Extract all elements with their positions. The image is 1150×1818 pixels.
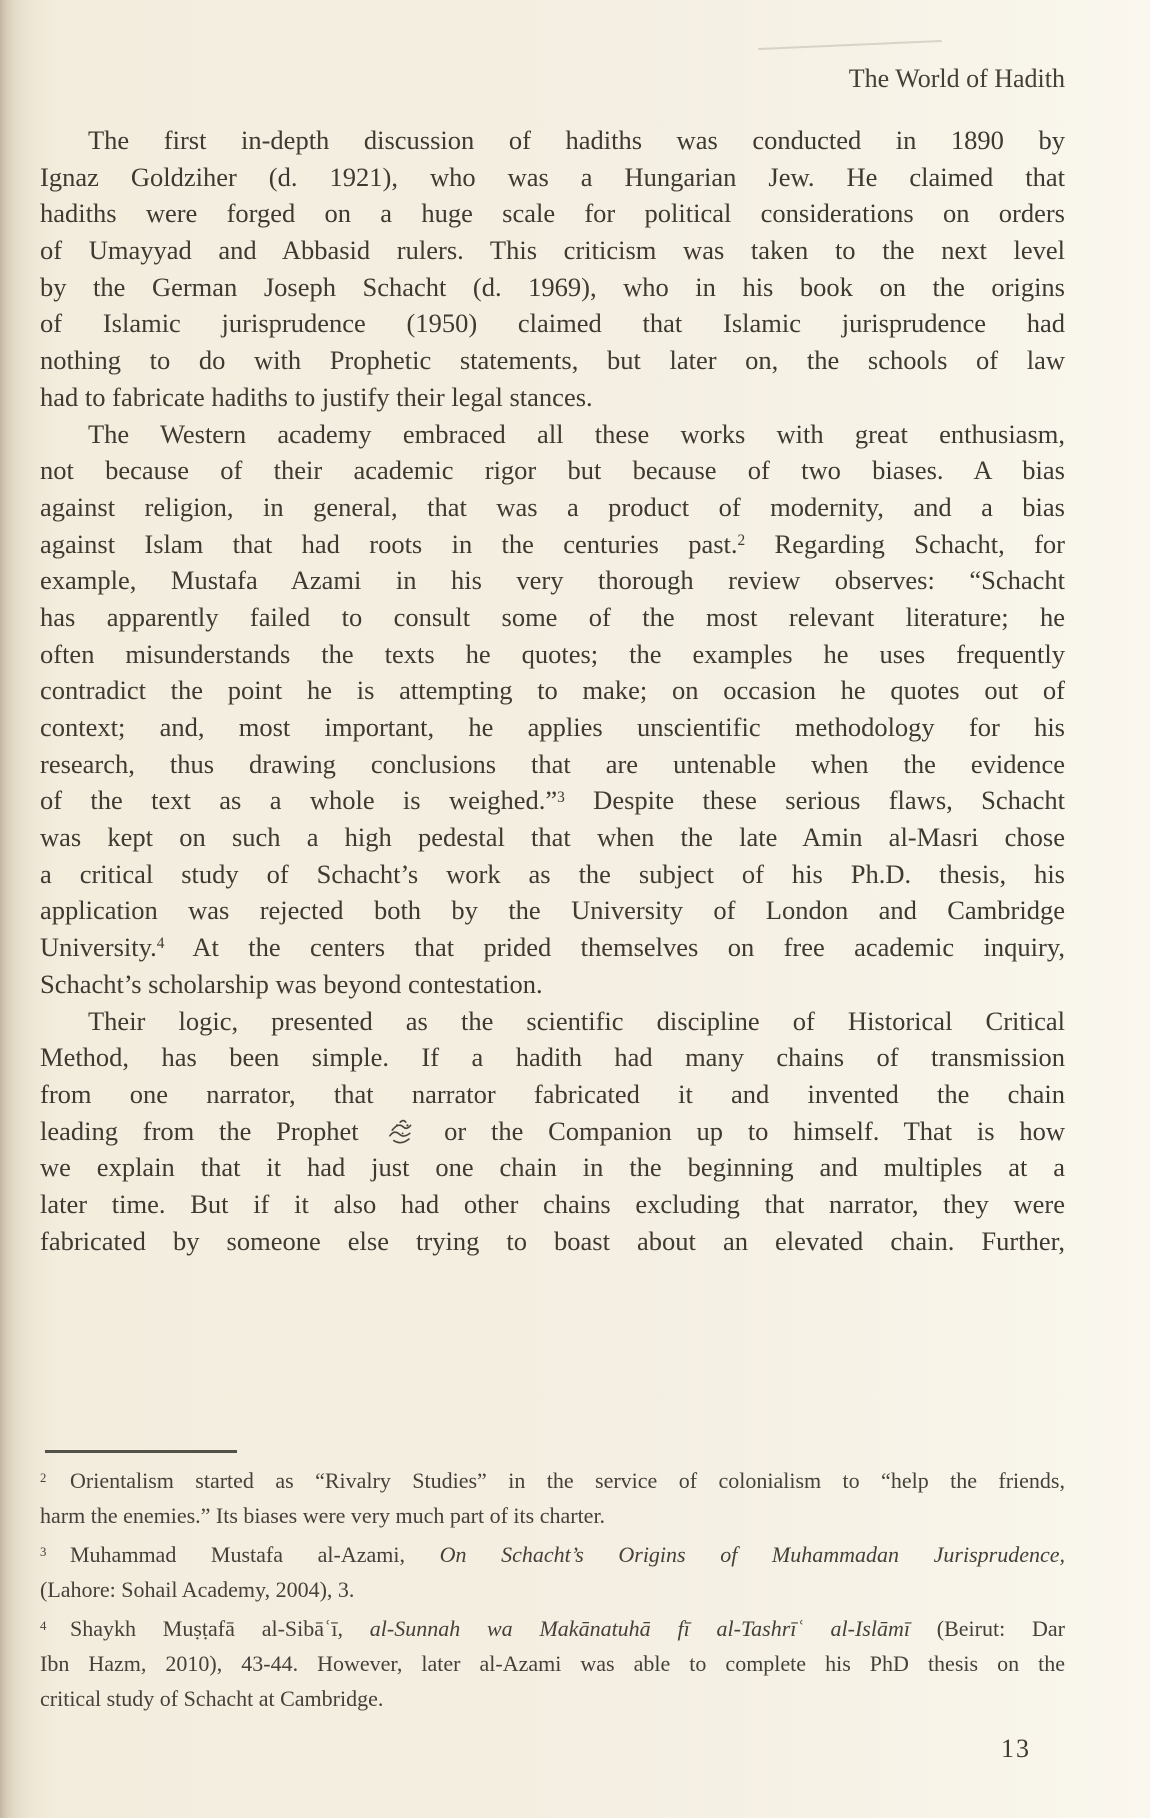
text-line <box>40 856 1065 893</box>
text-line <box>40 1573 1065 1608</box>
text-line <box>40 489 1065 526</box>
text-segment: Regarding Schacht, for <box>745 528 1065 559</box>
text-line: 2 Orientalism started as “Rivalry Studies” in the service of colonialism to “help the friends, <box>40 1468 1065 1493</box>
text-line <box>40 342 1065 379</box>
footnote-ref: 4 <box>156 935 165 953</box>
text-line <box>40 379 1065 416</box>
text-segment: from one narrator, that narrator fabricated it and invented the chain <box>40 1078 1065 1109</box>
text-segment: a critical study of Schacht’s work as the subject of his Ph.D. thesis, his <box>40 858 1065 889</box>
text-segment: by the German Joseph Schacht (d. 1969), who in his book on the origins <box>40 271 1065 302</box>
text-segment: Schacht’s scholarship was beyond contestation. <box>40 968 543 999</box>
text-segment: fabricated by someone else trying to boast about an elevated chain. Further, <box>40 1225 1065 1256</box>
footnote-ref: 2 <box>737 531 746 549</box>
text-segment: or the Companion up to himself. That is how <box>419 1115 1065 1146</box>
text-segment: against Islam that had roots in the centuries past. <box>40 528 738 559</box>
paragraph <box>40 1003 1065 1260</box>
text-segment: of the text as a whole is weighed.” <box>40 785 558 816</box>
text-line <box>40 269 1065 306</box>
text-line <box>40 1499 1065 1534</box>
text-segment: application was rejected both by the University of London and Cambridge <box>40 895 1065 926</box>
text-line <box>40 122 1065 159</box>
text-segment: context; and, most important, he applies unscientific methodology for his <box>40 712 1065 742</box>
text-line <box>40 599 1065 636</box>
text-segment: Despite these serious flaws, Schacht <box>564 785 1065 816</box>
text-segment: critical study of Schacht at Cambridge. <box>40 1685 384 1711</box>
text-line <box>40 159 1065 196</box>
italic-text: On Schacht’s Origins of Muhammadan Jurisprudence, <box>439 1542 1065 1568</box>
footnote <box>40 1612 1065 1716</box>
text-segment: of Islamic jurisprudence (1950) claimed that Islamic jurisprudence had <box>40 308 1065 339</box>
text-segment: had to fabricate hadiths to justify their legal stances. <box>40 381 593 412</box>
text-line <box>40 966 1065 1003</box>
text-line <box>40 1186 1065 1223</box>
text-segment: was kept on such a high pedestal that when the late Amin al-Masri chose <box>40 822 1065 853</box>
prophet-pbuh-symbol <box>383 1115 419 1150</box>
text-segment: nothing to do with Prophetic statements, but later on, the schools of law <box>40 345 1065 376</box>
text-line <box>40 1149 1065 1186</box>
text-line <box>40 1647 1065 1682</box>
text-line: 4 Shaykh Muṣṭafā al-Sibāʿī, al-Sunnah wa Makānatuhā fī al-Tashrīʿ al-Islāmī (Beirut: Dar <box>40 1616 1065 1642</box>
text-segment: Ibn Hazm, 2010), 43-44. However, later al-Azami was able to complete his PhD thesis on the <box>40 1650 1065 1676</box>
text-line <box>40 305 1065 342</box>
footnote <box>40 1464 1065 1533</box>
footnote-separator-rule <box>45 1450 237 1453</box>
text-segment: often misunderstands the texts he quotes; the examples he uses frequently <box>40 638 1065 669</box>
text-segment: Ignaz Goldziher (d. 1921), who was a Hungarian Jew. He claimed that <box>40 161 1065 192</box>
text-line <box>40 746 1065 783</box>
text-line <box>40 416 1065 453</box>
text-segment: not because of their academic rigor but because of two biases. A bias <box>40 455 1065 486</box>
text-segment: has apparently failed to consult some of the most relevant literature; he <box>40 601 1065 632</box>
text-line <box>40 892 1065 929</box>
text-segment: example, Mustafa Azami in his very thorough review observes: “Schacht <box>40 565 1065 596</box>
text-segment: contradict the point he is attempting to make; on occasion he quotes out of <box>40 675 1065 706</box>
text-segment: Orientalism started as “Rivalry Studies” in the service of colonialism to “help the friends, <box>70 1468 1065 1493</box>
footnote-ref: 3 <box>557 788 565 806</box>
text-segment: research, thus drawing conclusions that are untenable when the evidence <box>40 748 1065 779</box>
text-line <box>40 1682 1065 1717</box>
text-segment: (Lahore: Sohail Academy, 2004), 3. <box>40 1576 355 1602</box>
paragraph <box>40 122 1065 416</box>
page-number: 13 <box>1001 1734 1031 1763</box>
text-segment: Method, has been simple. If a hadith had many chains of transmission <box>40 1042 1065 1073</box>
paragraph <box>40 416 1065 1003</box>
footnotes <box>40 1464 1065 1721</box>
text-segment: hadiths were forged on a huge scale for political considerations on orders <box>40 198 1065 229</box>
italic-text: al-Sunnah wa Makānatuhā fī al-Tashrīʿ al-Islāmī <box>369 1616 910 1642</box>
text-segment: (Beirut: Dar <box>909 1616 1065 1642</box>
scan-artifact-line <box>758 40 942 50</box>
running-header: The World of Hadith <box>848 64 1065 93</box>
text-line <box>40 452 1065 489</box>
text-segment: The Western academy embraced all these works with great enthusiasm, <box>88 418 1065 449</box>
text-segment: Shaykh Muṣṭafā al-Sibāʿī, <box>70 1616 370 1642</box>
body-text <box>40 122 1065 1259</box>
text-segment: leading from the Prophet <box>40 1115 384 1146</box>
text-segment: At the centers that prided themselves on free academic inquiry, <box>164 932 1065 963</box>
text-line <box>40 929 1065 966</box>
text-segment: later time. But if it also had other chains excluding that narrator, they were <box>40 1188 1065 1219</box>
text-line <box>40 709 1065 746</box>
text-line <box>40 1039 1065 1076</box>
text-segment: Their logic, presented as the scientific discipline of Historical Critical <box>88 1005 1065 1036</box>
text-line <box>40 1223 1065 1260</box>
text-segment: University. <box>40 932 157 963</box>
text-line <box>40 526 1065 563</box>
text-line: 3 Muhammad Mustafa al-Azami, On Schacht’s Origins of Muhammadan Jurisprudence, <box>40 1542 1065 1568</box>
text-line <box>40 819 1065 856</box>
text-line <box>40 636 1065 673</box>
text-segment: against religion, in general, that was a product of modernity, and a bias <box>40 491 1065 522</box>
text-segment: we explain that it had just one chain in the beginning and multiples at a <box>40 1152 1065 1183</box>
text-line <box>40 1113 1065 1150</box>
text-line <box>40 1076 1065 1113</box>
text-line <box>40 1003 1065 1040</box>
text-line <box>40 562 1065 599</box>
text-segment: harm the enemies.” Its biases were very much part of its charter. <box>40 1502 606 1528</box>
text-segment: Muhammad Mustafa al-Azami, <box>70 1542 440 1568</box>
text-line <box>40 782 1065 819</box>
text-line <box>40 195 1065 232</box>
text-segment: of Umayyad and Abbasid rulers. This criticism was taken to the next level <box>40 235 1065 266</box>
text-segment: The first in-depth discussion of hadiths was conducted in 1890 by <box>88 125 1065 155</box>
text-line <box>40 672 1065 709</box>
footnote <box>40 1538 1065 1607</box>
text-line <box>40 232 1065 269</box>
